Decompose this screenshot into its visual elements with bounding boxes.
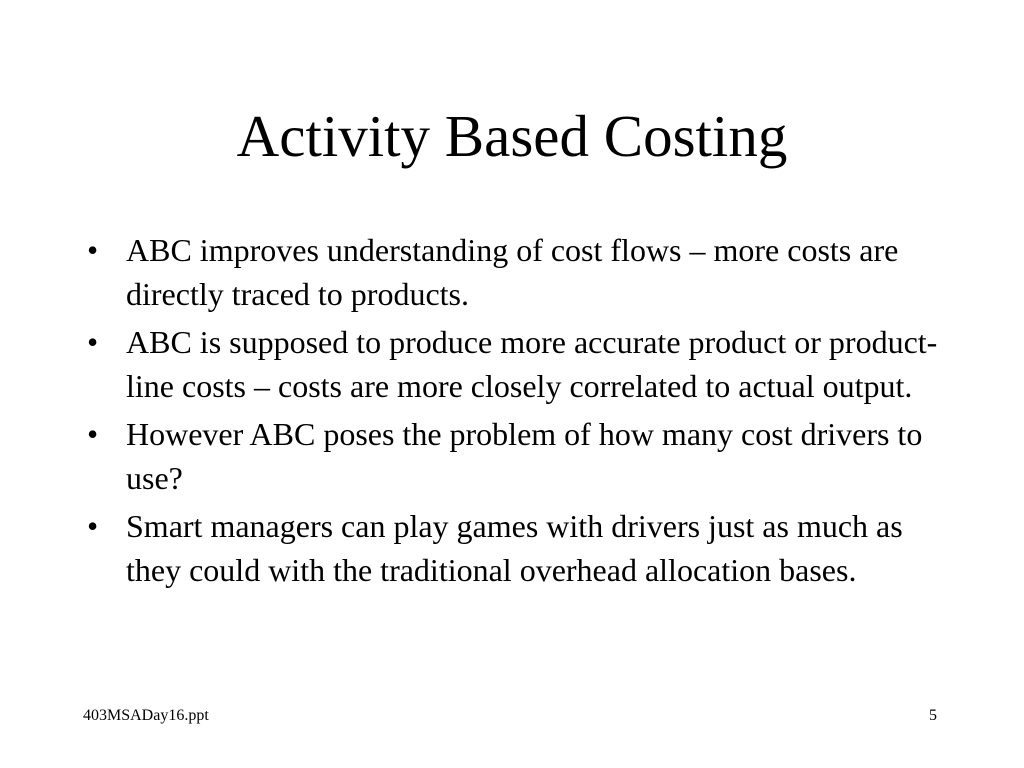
bullet-text: Smart managers can play games with drivers just as much as they could with the traditional overhead allocation bases.: [126, 508, 903, 588]
footer-page-number: 5: [929, 707, 937, 724]
bullet-text: ABC improves understanding of cost flows – more costs are directly traced to products.: [126, 232, 899, 312]
bullet-text: ABC is supposed to produce more accurate product or product-line costs – costs are more closely correlated to actual output.: [126, 324, 938, 404]
bullet-icon: •: [87, 232, 99, 268]
bullet-icon: •: [87, 324, 99, 360]
bullet-item: [83, 413, 943, 500]
slide-title: Activity Based Costing: [236, 103, 788, 169]
bullet-item: [83, 505, 943, 592]
bullet-icon: •: [87, 416, 99, 452]
bullet-item: [83, 321, 943, 408]
footer-filename: 403MSADay16.ppt: [83, 707, 209, 724]
bullet-item: [83, 229, 943, 316]
bullet-list: [83, 229, 943, 597]
bullet-text: However ABC poses the problem of how many cost drivers to use?: [126, 416, 923, 496]
bullet-icon: •: [87, 508, 99, 544]
